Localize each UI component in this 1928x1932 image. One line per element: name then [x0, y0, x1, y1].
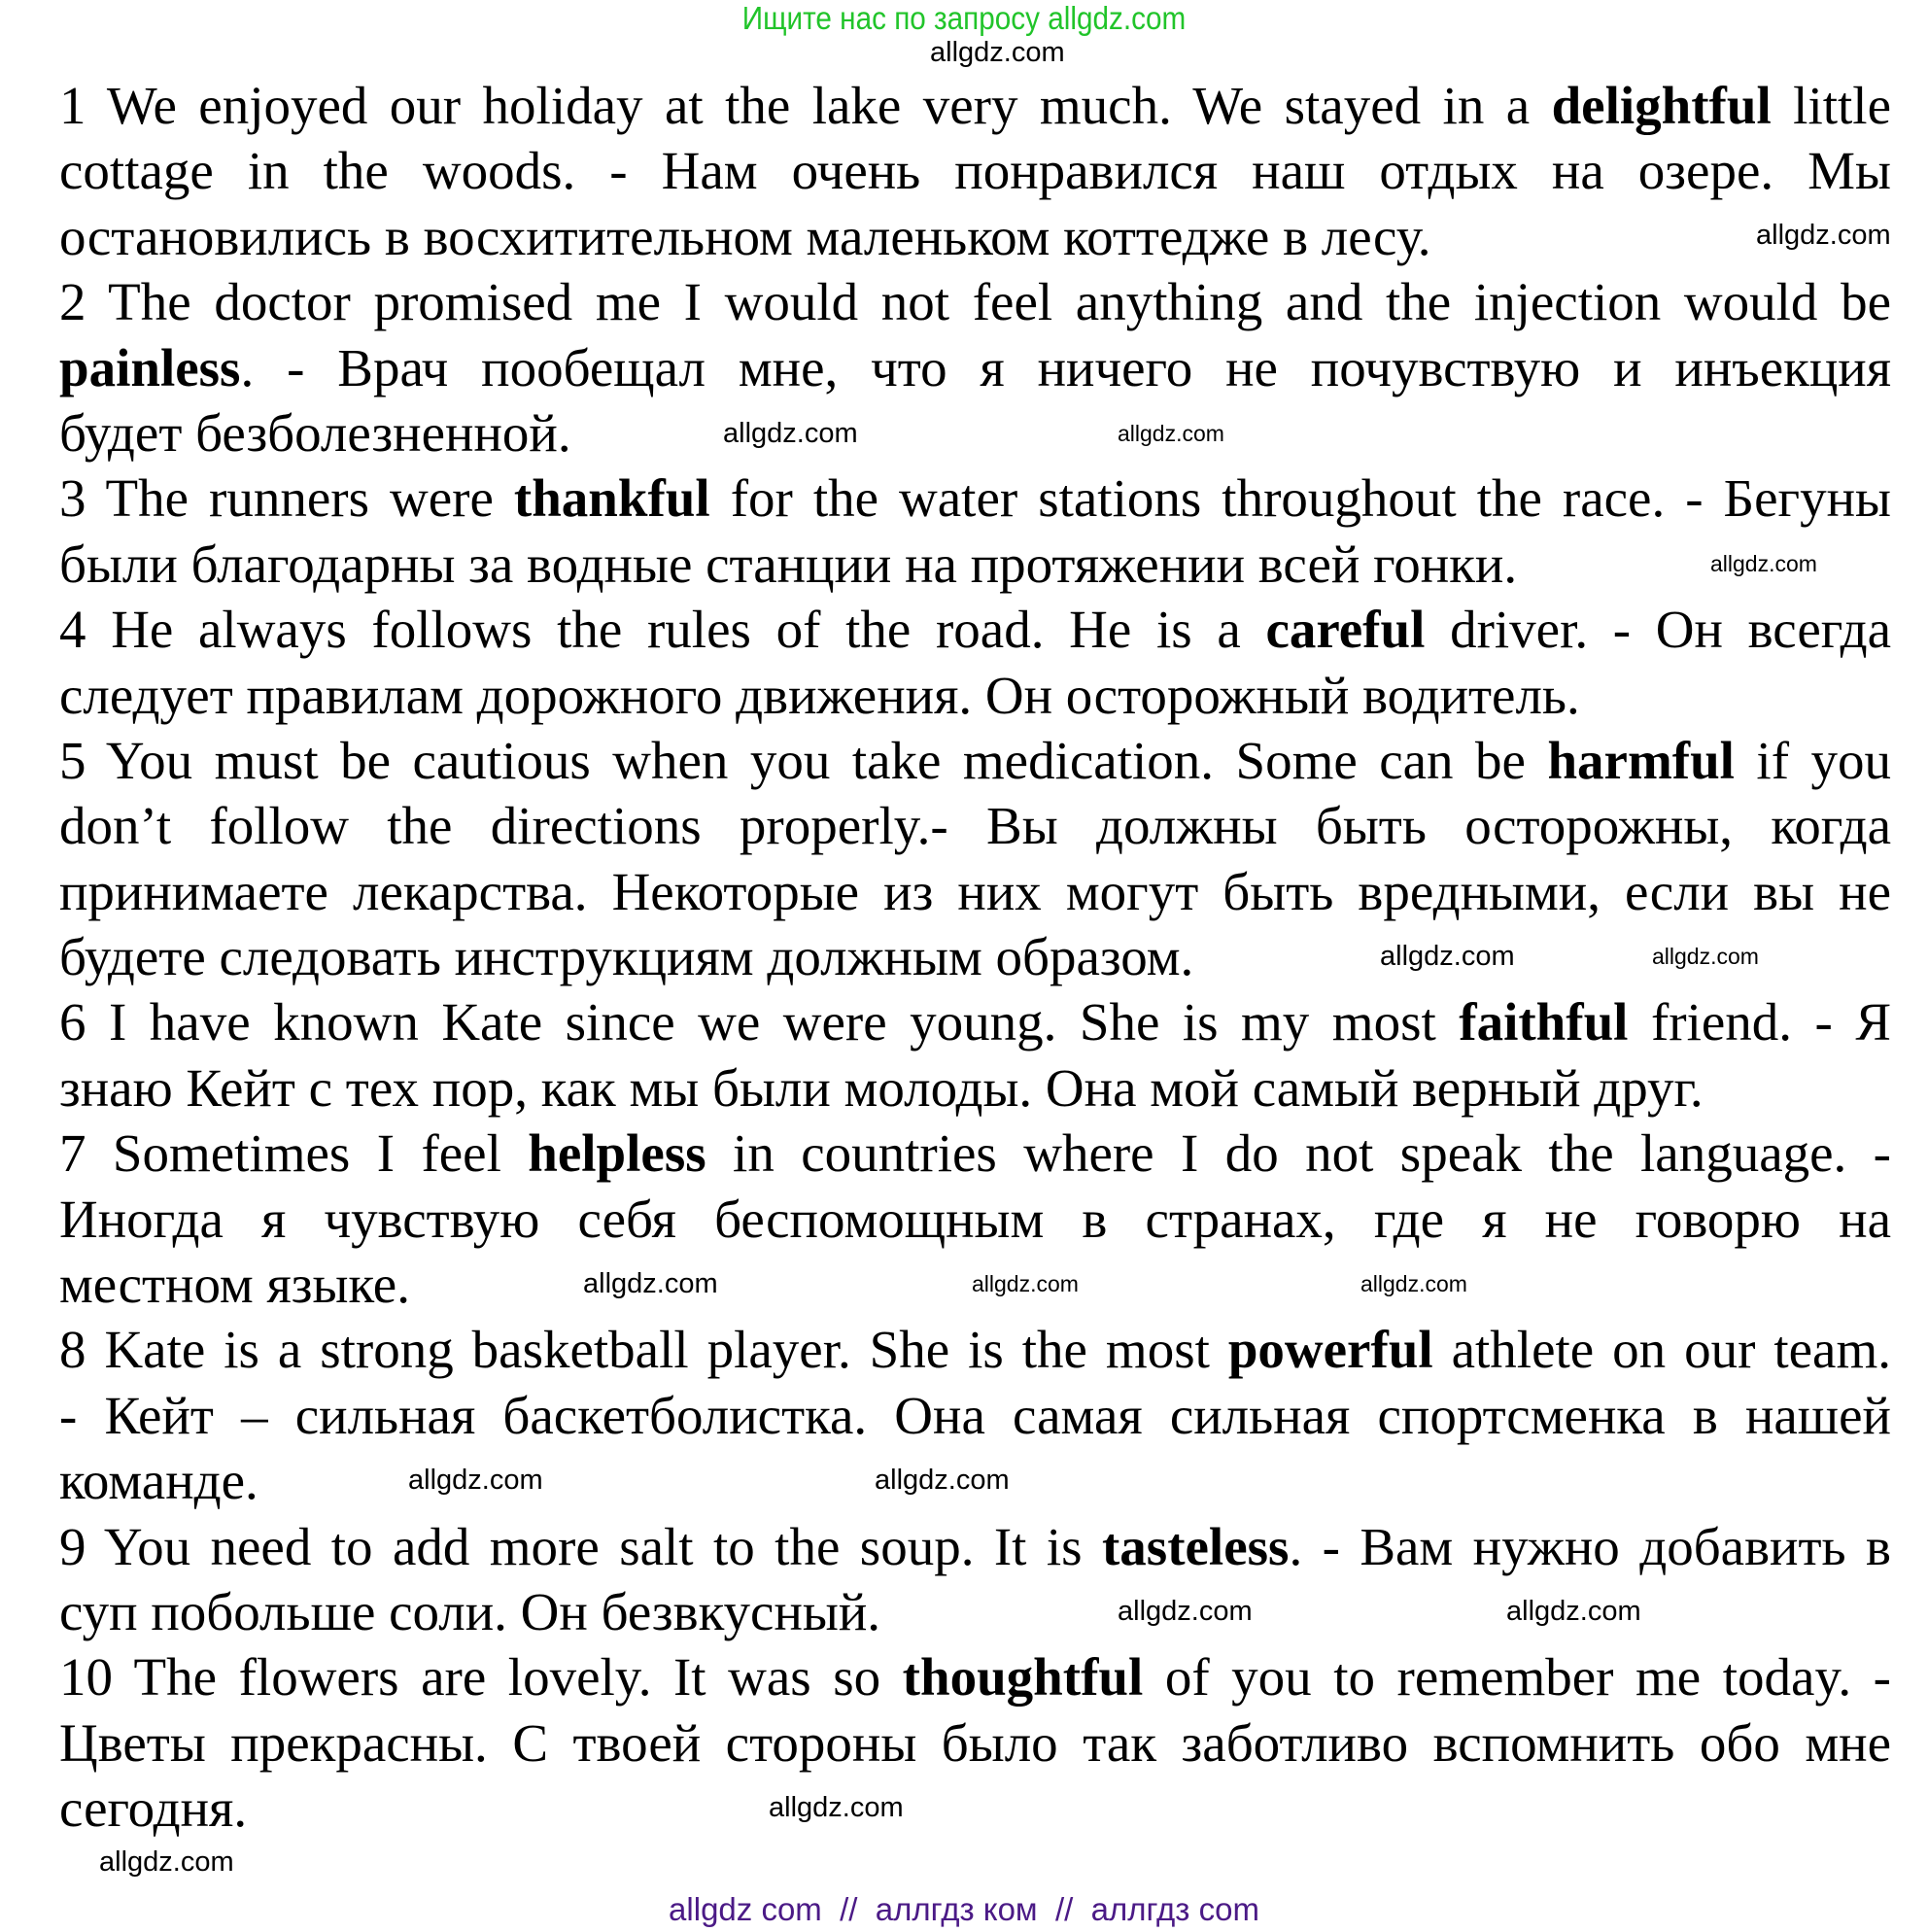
text-line [59, 989, 1891, 1054]
line-text: 5 You must be cautious when you take medication. Some can be [59, 730, 1548, 790]
line-text: 2 The doctor promised me I would not feel anything and the injection would be [59, 272, 1891, 332]
text-line [59, 793, 1891, 858]
watermark: allgdz.com [408, 1465, 543, 1496]
line-text: athlete on our team. [1432, 1320, 1891, 1380]
line-text: little [1771, 76, 1891, 135]
watermark: allgdz.com [1380, 941, 1515, 972]
text-line [59, 73, 1891, 138]
exercise-answers [59, 73, 1891, 1842]
line-text: - Кейт – сильная баскетболистка. Она самая сильная спортсменка в нашей [59, 1385, 1891, 1445]
line-text: 1 We enjoyed our holiday at the lake very much. We stayed in a [59, 76, 1552, 135]
answer-word: faithful [1459, 992, 1629, 1052]
text-line [59, 204, 1891, 269]
line-text: friend. - Я [1628, 992, 1892, 1052]
answer-word: harmful [1547, 730, 1735, 790]
watermark: allgdz.com [99, 1846, 234, 1878]
text-line [59, 1055, 1891, 1121]
line-text: суп побольше соли. Он безвкусный. [59, 1581, 881, 1641]
line-text: 9 You need to add more salt to the soup. It is [59, 1516, 1102, 1576]
line-text: принимаете лекарства. Некоторые из них могут быть вредными, если вы не [59, 861, 1891, 921]
line-text: 3 The runners were [59, 468, 514, 529]
line-text: 7 Sometimes I feel [59, 1123, 529, 1184]
text-line [59, 859, 1891, 924]
text-line [59, 269, 1891, 334]
line-text: 8 Kate is a strong basketball player. She is the most [59, 1320, 1228, 1380]
line-text: driver. - Он всегда [1425, 600, 1891, 660]
line-text: of you to remember me today. - [1143, 1647, 1891, 1708]
watermark: allgdz.com [1506, 1596, 1641, 1627]
watermark: allgdz.com [875, 1465, 1010, 1496]
line-text: следует правилам дорожного движения. Он осторожный водитель. [59, 665, 1580, 725]
line-text: if you [1734, 730, 1891, 790]
watermark: allgdz.com [723, 418, 858, 449]
text-line [59, 1776, 1891, 1841]
line-text: знаю Кейт с тех пор, как мы были молоды. Она мой самый верный друг. [59, 1057, 1704, 1118]
line-text: остановились в восхитительном маленьком коттедже в лесу. [59, 206, 1431, 266]
watermark: allgdz.com [1652, 944, 1759, 969]
answer-word: powerful [1227, 1320, 1433, 1380]
text-line [59, 1187, 1891, 1252]
line-text: 10 The flowers are lovely. It was so [59, 1647, 903, 1708]
text-line [59, 1317, 1891, 1382]
line-text: сегодня. [59, 1778, 248, 1839]
answer-word: helpless [528, 1123, 706, 1184]
text-line [59, 728, 1891, 793]
watermark: allgdz.com [1118, 421, 1224, 446]
watermark: allgdz.com [1710, 551, 1817, 576]
text-line [59, 663, 1891, 728]
line-text: местном языке. [59, 1255, 410, 1315]
text-line [59, 597, 1891, 662]
text-line [59, 466, 1891, 531]
line-text: будете следовать инструкциям должным образом. [59, 927, 1194, 987]
watermark: allgdz.com [583, 1268, 718, 1299]
line-text: don’t follow the directions properly.- Вы должны быть осторожны, когда [59, 796, 1891, 856]
line-text: 4 He always follows the rules of the road. He is a [59, 600, 1266, 660]
watermark: allgdz.com [1118, 1596, 1253, 1627]
line-text: команде. [59, 1451, 258, 1511]
line-text: были благодарны за водные станции на протяжении всей гонки. [59, 534, 1518, 594]
answer-word: tasteless [1101, 1516, 1290, 1576]
line-text: будет безболезненной. [59, 402, 571, 463]
line-text: cottage in the woods. - Нам очень понравился наш отдых на озере. Мы [59, 141, 1891, 201]
text-line [59, 400, 1891, 466]
answer-word: painless [59, 337, 241, 397]
watermark: allgdz.com [972, 1271, 1079, 1296]
text-line [59, 335, 1891, 400]
line-text: in countries where I do not speak the language. - [706, 1123, 1891, 1184]
answer-word: careful [1265, 600, 1426, 660]
text-line [59, 532, 1891, 597]
answer-word: thankful [513, 468, 710, 529]
watermark: allgdz.com [1756, 220, 1891, 251]
footer-watermark: allgdz com // аллгдз ком // аллгдз com [669, 1891, 1259, 1927]
text-line [59, 1514, 1891, 1579]
search-promo-banner: Ищите нас по запросу allgdz.com [741, 0, 1187, 36]
watermark: allgdz.com [930, 37, 1065, 68]
line-text: . - Вам нужно добавить в [1289, 1516, 1891, 1576]
line-text: 6 I have known Kate since we were young. She is my most [59, 992, 1460, 1052]
text-line [59, 1121, 1891, 1186]
text-line [59, 1710, 1891, 1776]
text-line [59, 1644, 1891, 1709]
text-line [59, 1383, 1891, 1448]
answer-word: delightful [1551, 76, 1772, 135]
line-text: Цветы прекрасны. С твоей стороны было так заботливо вспомнить обо мне [59, 1712, 1891, 1773]
answer-word: thoughtful [902, 1647, 1144, 1708]
line-text: . - Врач пообещал мне, что я ничего не почувствую и инъекция [240, 337, 1891, 397]
line-text: for the water stations throughout the race. - Бегуны [709, 468, 1891, 529]
text-line [59, 924, 1891, 989]
line-text: Иногда я чувствую себя беспомощным в странах, где я не говорю на [59, 1189, 1891, 1249]
watermark: allgdz.com [1360, 1271, 1467, 1296]
watermark: allgdz.com [769, 1792, 904, 1823]
text-line [59, 138, 1891, 203]
